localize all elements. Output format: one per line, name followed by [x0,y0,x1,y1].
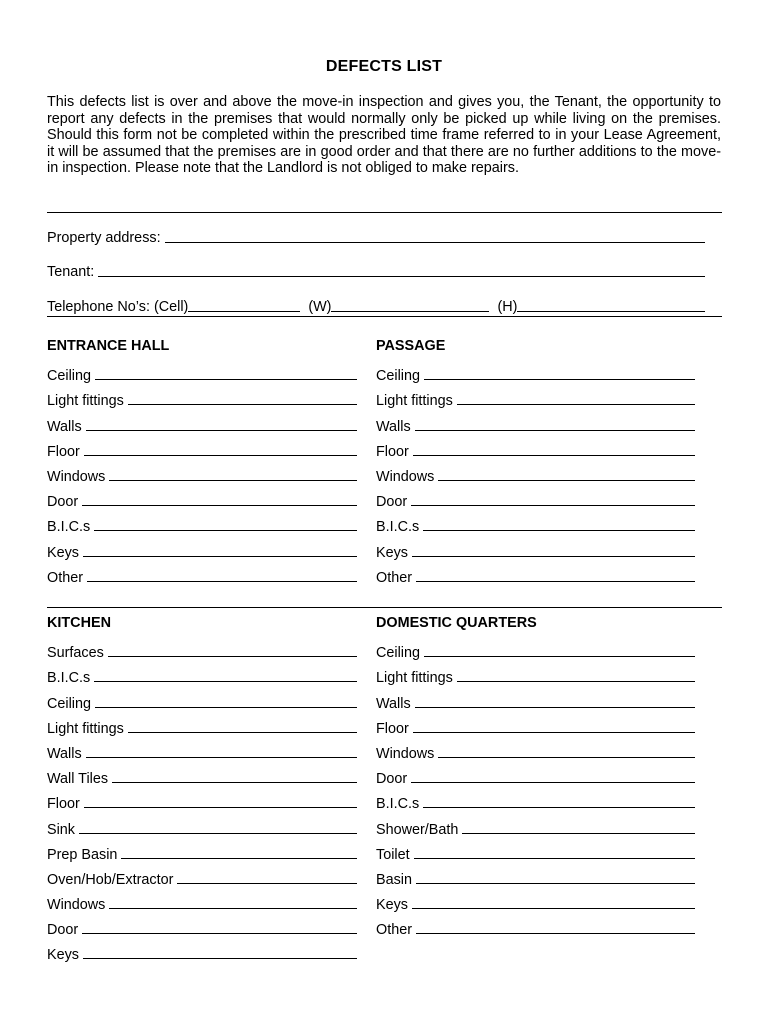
telephone-work-line[interactable] [331,311,489,312]
field-line[interactable] [424,656,695,657]
field-line[interactable] [84,455,357,456]
divider [47,607,722,608]
field-label: Floor [376,443,409,460]
field-label: Sink [47,821,75,838]
form-row [376,737,695,762]
form-row [47,636,357,661]
form-row [47,838,357,863]
form-row [376,686,695,711]
field-label: Walls [47,418,82,435]
field-line[interactable] [411,782,695,783]
form-row [47,863,357,888]
form-row [376,812,695,837]
form-row [47,787,357,812]
domestic-quarters-list [376,636,695,938]
field-line[interactable] [128,404,357,405]
field-line[interactable] [128,732,357,733]
form-row [376,535,695,560]
form-row [47,661,357,686]
field-label: Door [47,494,79,511]
telephone-work-label: (W) [308,299,332,315]
field-line[interactable] [87,581,357,582]
property-address-label: Property address: [47,230,161,246]
form-row [47,485,357,510]
field-label: Light fittings [376,393,453,410]
field-label: Walls [47,745,82,762]
field-label: Light fittings [47,393,124,410]
telephone-home-label: (H) [497,299,518,315]
field-label: Basin [376,871,412,888]
form-row [376,636,695,661]
property-address-field[interactable] [47,228,705,246]
telephone-cell-label: Telephone No’s: (Cell) [47,299,189,315]
field-line[interactable] [83,958,357,959]
field-line[interactable] [438,480,695,481]
form-row [47,359,357,384]
field-label: Windows [376,745,435,762]
field-line[interactable] [457,681,695,682]
intro-paragraph: This defects list is over and above the move-in inspection and gives you, the Tenant, the opportunity to report any defects in the premises that would normally only be picked up while living on the premises. Should this form not be completed within the prescribed time frame referred to in your Lease Agreement, it will be assumed that the premises are in good order and that there are no further additions to the move-in inspection. Please note that the Landlord is not obliged to make repairs. [47,94,721,177]
form-row [376,712,695,737]
field-label: Walls [376,418,411,435]
field-line[interactable] [416,883,695,884]
field-line[interactable] [416,581,695,582]
form-row [376,888,695,913]
form-row [47,938,357,963]
form-row [376,460,695,485]
field-label: Keys [376,897,408,914]
form-row [376,913,695,938]
entrance-hall-list [47,359,357,586]
field-line[interactable] [94,681,357,682]
field-line[interactable] [86,757,357,758]
passage-title: PASSAGE [376,338,446,354]
passage-list [376,359,695,586]
field-line[interactable] [412,556,695,557]
field-label: Ceiling [47,695,91,712]
form-row [47,737,357,762]
field-label: Keys [47,947,79,964]
field-label: Surfaces [47,645,104,662]
field-label: Wall Tiles [47,771,109,788]
field-line[interactable] [424,379,695,380]
field-line[interactable] [414,858,695,859]
form-row [47,888,357,913]
field-line[interactable] [423,807,695,808]
field-label: Floor [376,720,409,737]
field-line[interactable] [95,707,357,708]
field-line[interactable] [413,732,695,733]
document-title: DEFECTS LIST [325,58,443,75]
field-line[interactable] [82,933,357,934]
field-label: B.I.C.s [47,519,91,536]
field-label: Walls [376,695,411,712]
field-line[interactable] [94,530,357,531]
field-line[interactable] [411,505,695,506]
field-label: Floor [47,796,80,813]
form-row [376,384,695,409]
field-line[interactable] [121,858,357,859]
field-line[interactable] [412,908,695,909]
field-line[interactable] [86,430,357,431]
field-label: Prep Basin [47,846,118,863]
form-row [376,787,695,812]
field-line[interactable] [438,757,695,758]
divider [47,212,722,213]
field-line[interactable] [177,883,357,884]
form-row [47,686,357,711]
field-line[interactable] [109,480,357,481]
telephone-row [47,297,705,315]
form-row [47,913,357,938]
field-label: Door [376,494,408,511]
field-label: Other [376,569,412,586]
property-address-line[interactable] [165,242,705,243]
tenant-field[interactable] [47,262,705,280]
form-row [47,535,357,560]
field-label: Light fittings [47,720,124,737]
field-line[interactable] [462,833,695,834]
field-label: Door [47,922,79,939]
form-row [47,510,357,535]
field-label: B.I.C.s [376,796,420,813]
tenant-label: Tenant: [47,264,95,280]
field-label: Shower/Bath [376,821,459,838]
form-row [47,435,357,460]
domestic-quarters-title: DOMESTIC QUARTERS [376,615,537,631]
field-line[interactable] [95,379,357,380]
divider [47,316,722,317]
form-row [47,561,357,586]
kitchen-list [47,636,357,963]
kitchen-title: KITCHEN [47,615,111,631]
field-line[interactable] [415,430,695,431]
field-label: B.I.C.s [376,519,420,536]
field-line[interactable] [83,556,357,557]
field-label: Keys [47,544,79,561]
field-label: Ceiling [47,368,91,385]
form-row [376,561,695,586]
field-label: Oven/Hob/Extractor [47,871,174,888]
field-label: Windows [47,897,106,914]
form-row [376,661,695,686]
field-line[interactable] [413,455,695,456]
field-label: B.I.C.s [47,670,91,687]
field-label: Floor [47,443,80,460]
form-row [47,384,357,409]
field-line[interactable] [109,908,357,909]
form-row [47,460,357,485]
field-line[interactable] [415,707,695,708]
form-row [376,838,695,863]
form-row [47,409,357,434]
field-line[interactable] [79,833,357,834]
field-line[interactable] [416,933,695,934]
field-line[interactable] [84,807,357,808]
field-label: Ceiling [376,645,420,662]
field-line[interactable] [108,656,357,657]
field-label: Other [376,922,412,939]
field-line[interactable] [82,505,357,506]
form-row [47,812,357,837]
field-line[interactable] [423,530,695,531]
form-row [376,409,695,434]
field-label: Other [47,569,83,586]
form-row [376,435,695,460]
field-label: Ceiling [376,368,420,385]
field-line[interactable] [112,782,357,783]
form-row [47,762,357,787]
tenant-line[interactable] [98,276,705,277]
form-row [376,510,695,535]
field-line[interactable] [457,404,695,405]
entrance-hall-title: ENTRANCE HALL [47,338,170,354]
form-row [376,359,695,384]
field-label: Windows [376,468,435,485]
form-row [47,712,357,737]
form-row [376,863,695,888]
field-label: Light fittings [376,670,453,687]
field-label: Door [376,771,408,788]
field-label: Windows [47,468,106,485]
field-label: Keys [376,544,408,561]
telephone-home-line[interactable] [517,311,705,312]
field-label: Toilet [376,846,410,863]
telephone-cell-line[interactable] [188,311,300,312]
form-row [376,762,695,787]
form-row [376,485,695,510]
